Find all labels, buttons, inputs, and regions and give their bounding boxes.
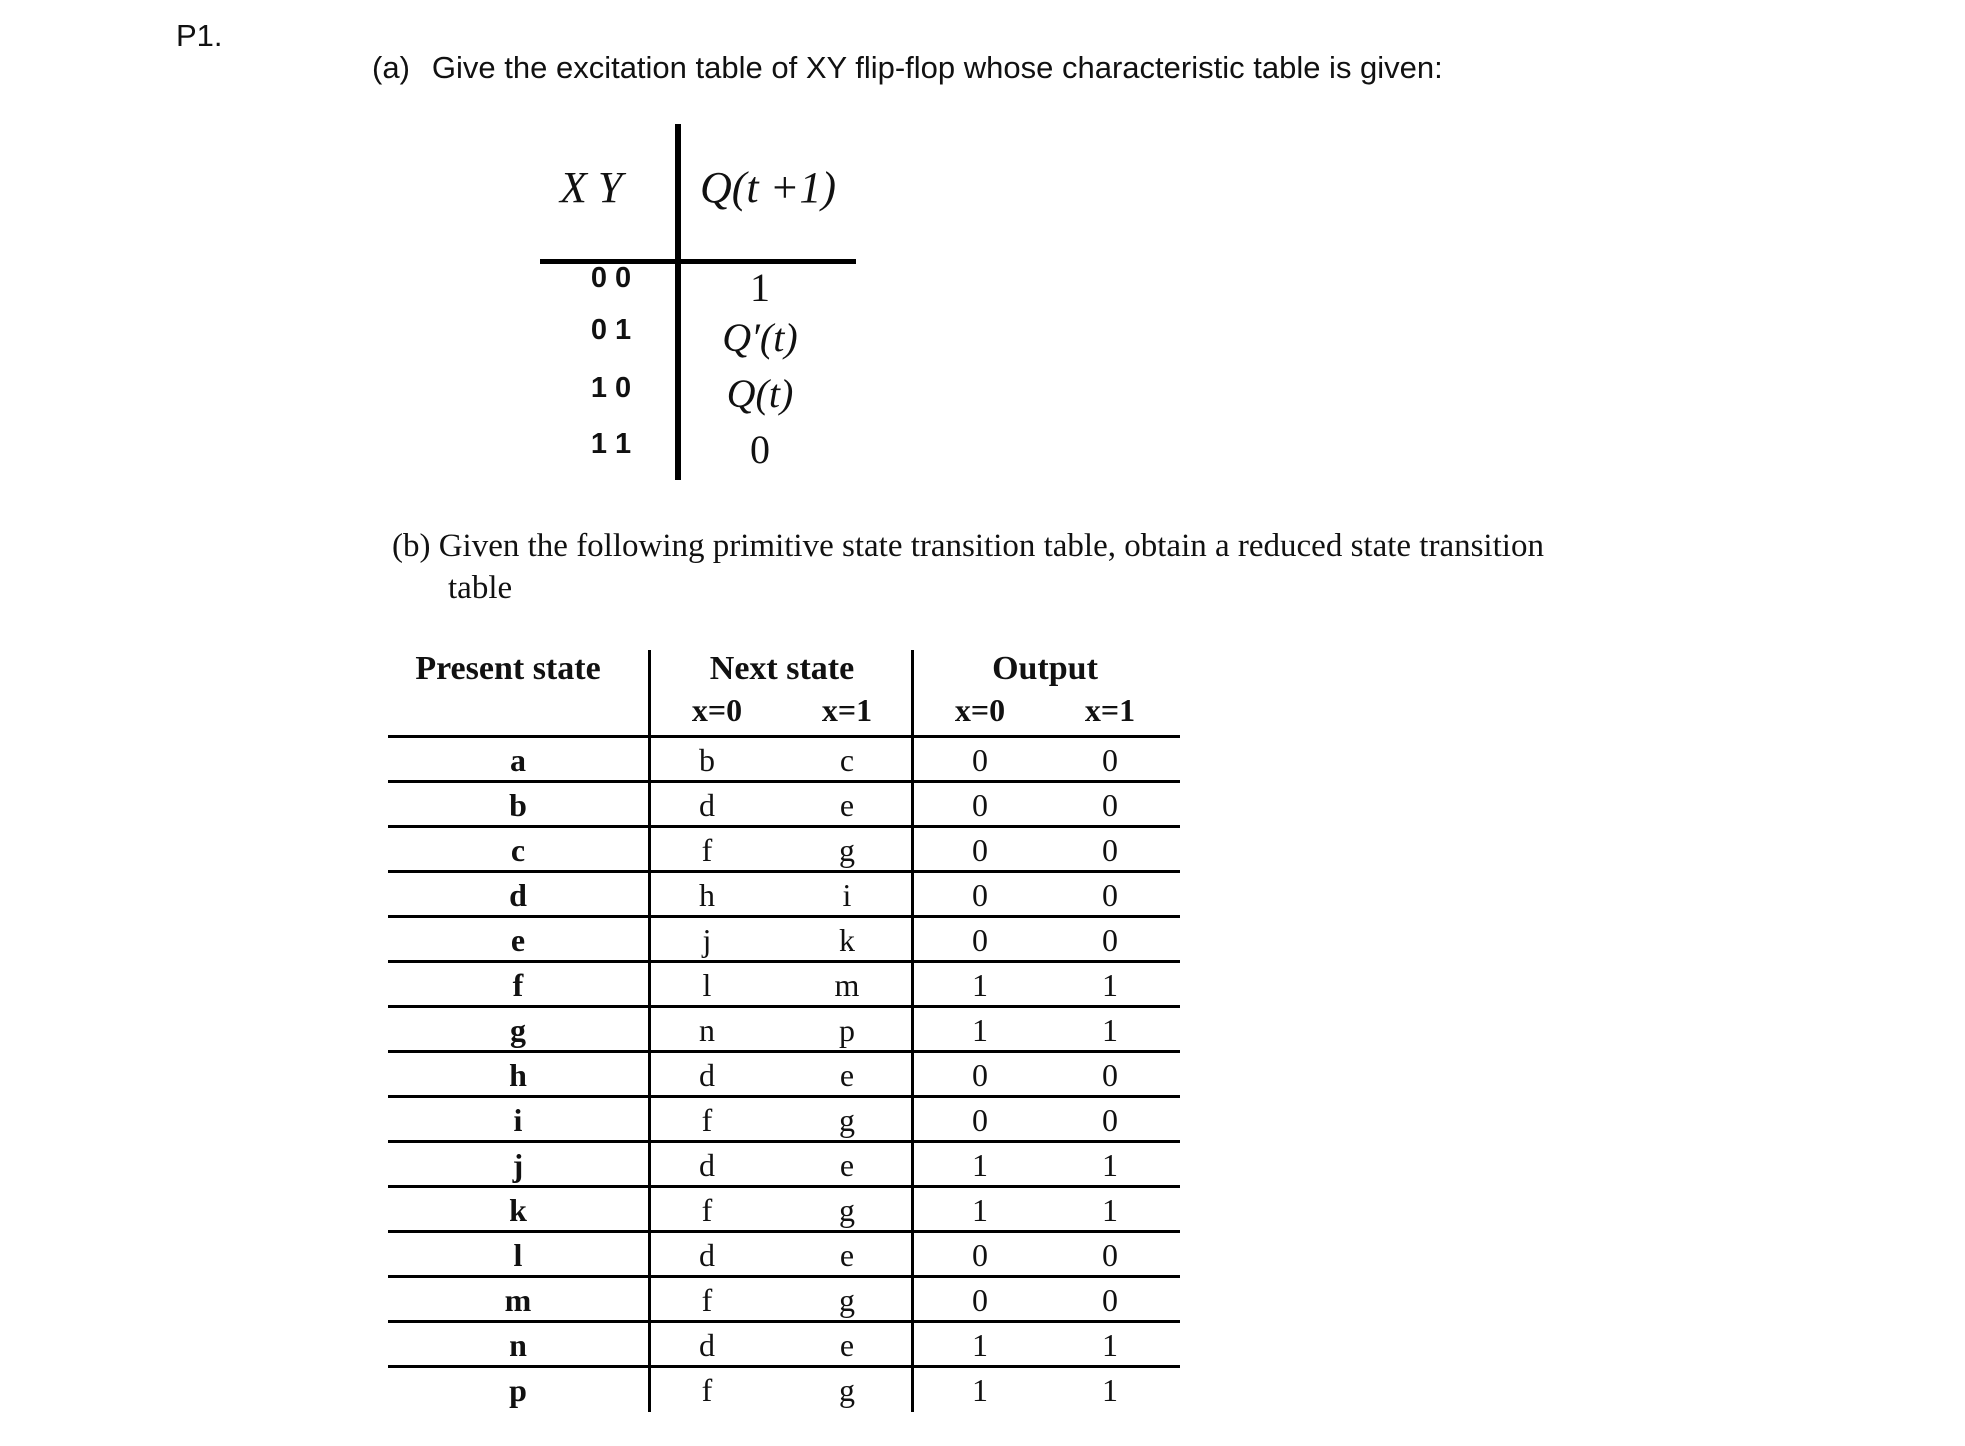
- next-state-x0-cell: f: [701, 1282, 713, 1318]
- present-state-cell: j: [512, 1147, 524, 1183]
- next-state-x1-cell: k: [839, 922, 855, 958]
- output-x1-cell: 0: [1102, 1237, 1118, 1273]
- output-x0-cell: 0: [972, 877, 988, 913]
- char-row-inputs: 1 1: [590, 428, 632, 460]
- header-present-state: Present state: [415, 650, 601, 687]
- next-state-x0-cell: l: [702, 967, 712, 1003]
- next-state-x1-cell: c: [839, 742, 855, 778]
- present-state-cell: k: [509, 1192, 527, 1228]
- next-state-x1-cell: e: [839, 1237, 855, 1273]
- char-header-inputs: X Y: [560, 163, 623, 212]
- present-state-cell: a: [510, 742, 526, 778]
- next-state-x1-cell: e: [839, 1147, 855, 1183]
- next-state-x1-cell: i: [842, 877, 852, 913]
- next-state-x0-cell: b: [699, 742, 715, 778]
- present-state-cell: g: [510, 1012, 526, 1048]
- present-state-cell: b: [509, 787, 527, 823]
- present-state-cell: c: [510, 832, 526, 868]
- next-state-x1-cell: e: [839, 1327, 855, 1363]
- header-out-x1: x=1: [1084, 692, 1136, 728]
- part-a-prompt: [372, 50, 1443, 86]
- output-x1-cell: 1: [1102, 1372, 1118, 1408]
- part-b-text-line2: table: [448, 570, 513, 606]
- present-state-cell: l: [513, 1237, 523, 1273]
- char-row-next-state: 0: [750, 427, 770, 472]
- output-x1-cell: 1: [1102, 1147, 1118, 1183]
- output-x0-cell: 0: [972, 1057, 988, 1093]
- output-x0-cell: 0: [972, 787, 988, 823]
- present-state-cell: f: [512, 967, 524, 1003]
- header-next-x1: x=1: [821, 692, 873, 728]
- char-row-inputs: 0 0: [590, 262, 632, 294]
- part-b-text-line1: (b) Given the following primitive state transition table, obtain a reduced state transition: [392, 528, 1544, 564]
- output-x0-cell: 1: [972, 1327, 988, 1363]
- header-next-state: Next state: [709, 650, 855, 687]
- next-state-x0-cell: d: [699, 1147, 715, 1183]
- output-x0-cell: 0: [972, 1237, 988, 1273]
- output-x0-cell: 1: [972, 1012, 988, 1048]
- next-state-x1-cell: g: [839, 1282, 855, 1318]
- output-x1-cell: 0: [1102, 922, 1118, 958]
- output-x0-cell: 0: [972, 1282, 988, 1318]
- next-state-x0-cell: d: [699, 1237, 715, 1273]
- output-x0-cell: 1: [972, 1372, 988, 1408]
- present-state-cell: i: [513, 1102, 523, 1138]
- output-x1-cell: 0: [1102, 742, 1118, 778]
- char-header-output: Q(t +1): [700, 163, 836, 212]
- output-x0-cell: 1: [972, 1192, 988, 1228]
- output-x0-cell: 0: [972, 1102, 988, 1138]
- present-state-cell: p: [509, 1372, 527, 1408]
- output-x1-cell: 0: [1102, 877, 1118, 913]
- output-x1-cell: 0: [1102, 1282, 1118, 1318]
- output-x1-cell: 0: [1102, 832, 1118, 868]
- char-row-next-state: 1: [750, 265, 770, 310]
- header-next-x0: x=0: [691, 692, 743, 728]
- next-state-x0-cell: n: [699, 1012, 715, 1048]
- next-state-x0-cell: d: [699, 787, 715, 823]
- char-row-next-state: Q(t): [726, 371, 794, 416]
- output-x0-cell: 0: [972, 922, 988, 958]
- output-x1-cell: 1: [1102, 1192, 1118, 1228]
- next-state-x1-cell: g: [839, 832, 855, 868]
- part-a-label: (a): [372, 50, 410, 85]
- next-state-x1-cell: m: [834, 967, 860, 1003]
- output-x1-cell: 0: [1102, 1057, 1118, 1093]
- part-a-text: Give the excitation table of XY flip-flop whose characteristic table is given:: [431, 50, 1443, 85]
- next-state-x0-cell: f: [701, 1372, 713, 1408]
- next-state-x0-cell: j: [702, 922, 712, 958]
- output-x0-cell: 1: [972, 967, 988, 1003]
- output-x1-cell: 1: [1102, 1327, 1118, 1363]
- next-state-x1-cell: e: [839, 1057, 855, 1093]
- problem-number: P1.: [176, 18, 223, 53]
- next-state-x1-cell: g: [839, 1192, 855, 1228]
- header-output: Output: [992, 650, 1098, 687]
- char-row-next-state: Q′(t): [722, 315, 798, 360]
- output-x1-cell: 0: [1102, 1102, 1118, 1138]
- part-b-prompt: [392, 525, 1722, 609]
- next-state-x1-cell: g: [839, 1372, 855, 1408]
- next-state-x1-cell: p: [839, 1012, 855, 1048]
- next-state-x1-cell: g: [839, 1102, 855, 1138]
- next-state-x0-cell: h: [699, 877, 715, 913]
- header-out-x0: x=0: [954, 692, 1006, 728]
- present-state-cell: m: [504, 1282, 532, 1318]
- next-state-x0-cell: d: [699, 1057, 715, 1093]
- next-state-x0-cell: f: [701, 1192, 713, 1228]
- present-state-cell: n: [509, 1327, 527, 1363]
- char-row-inputs: 1 0: [590, 372, 632, 404]
- output-x0-cell: 1: [972, 1147, 988, 1183]
- next-state-x0-cell: f: [701, 1102, 713, 1138]
- present-state-cell: d: [509, 877, 527, 913]
- present-state-cell: e: [510, 922, 526, 958]
- present-state-cell: h: [509, 1057, 527, 1093]
- char-row-inputs: 0 1: [590, 314, 632, 346]
- next-state-x0-cell: f: [701, 832, 713, 868]
- output-x0-cell: 0: [972, 832, 988, 868]
- next-state-x1-cell: e: [839, 787, 855, 823]
- output-x1-cell: 1: [1102, 1012, 1118, 1048]
- output-x0-cell: 0: [972, 742, 988, 778]
- output-x1-cell: 0: [1102, 787, 1118, 823]
- output-x1-cell: 1: [1102, 967, 1118, 1003]
- divider-present-next: [648, 650, 651, 1412]
- next-state-x0-cell: d: [699, 1327, 715, 1363]
